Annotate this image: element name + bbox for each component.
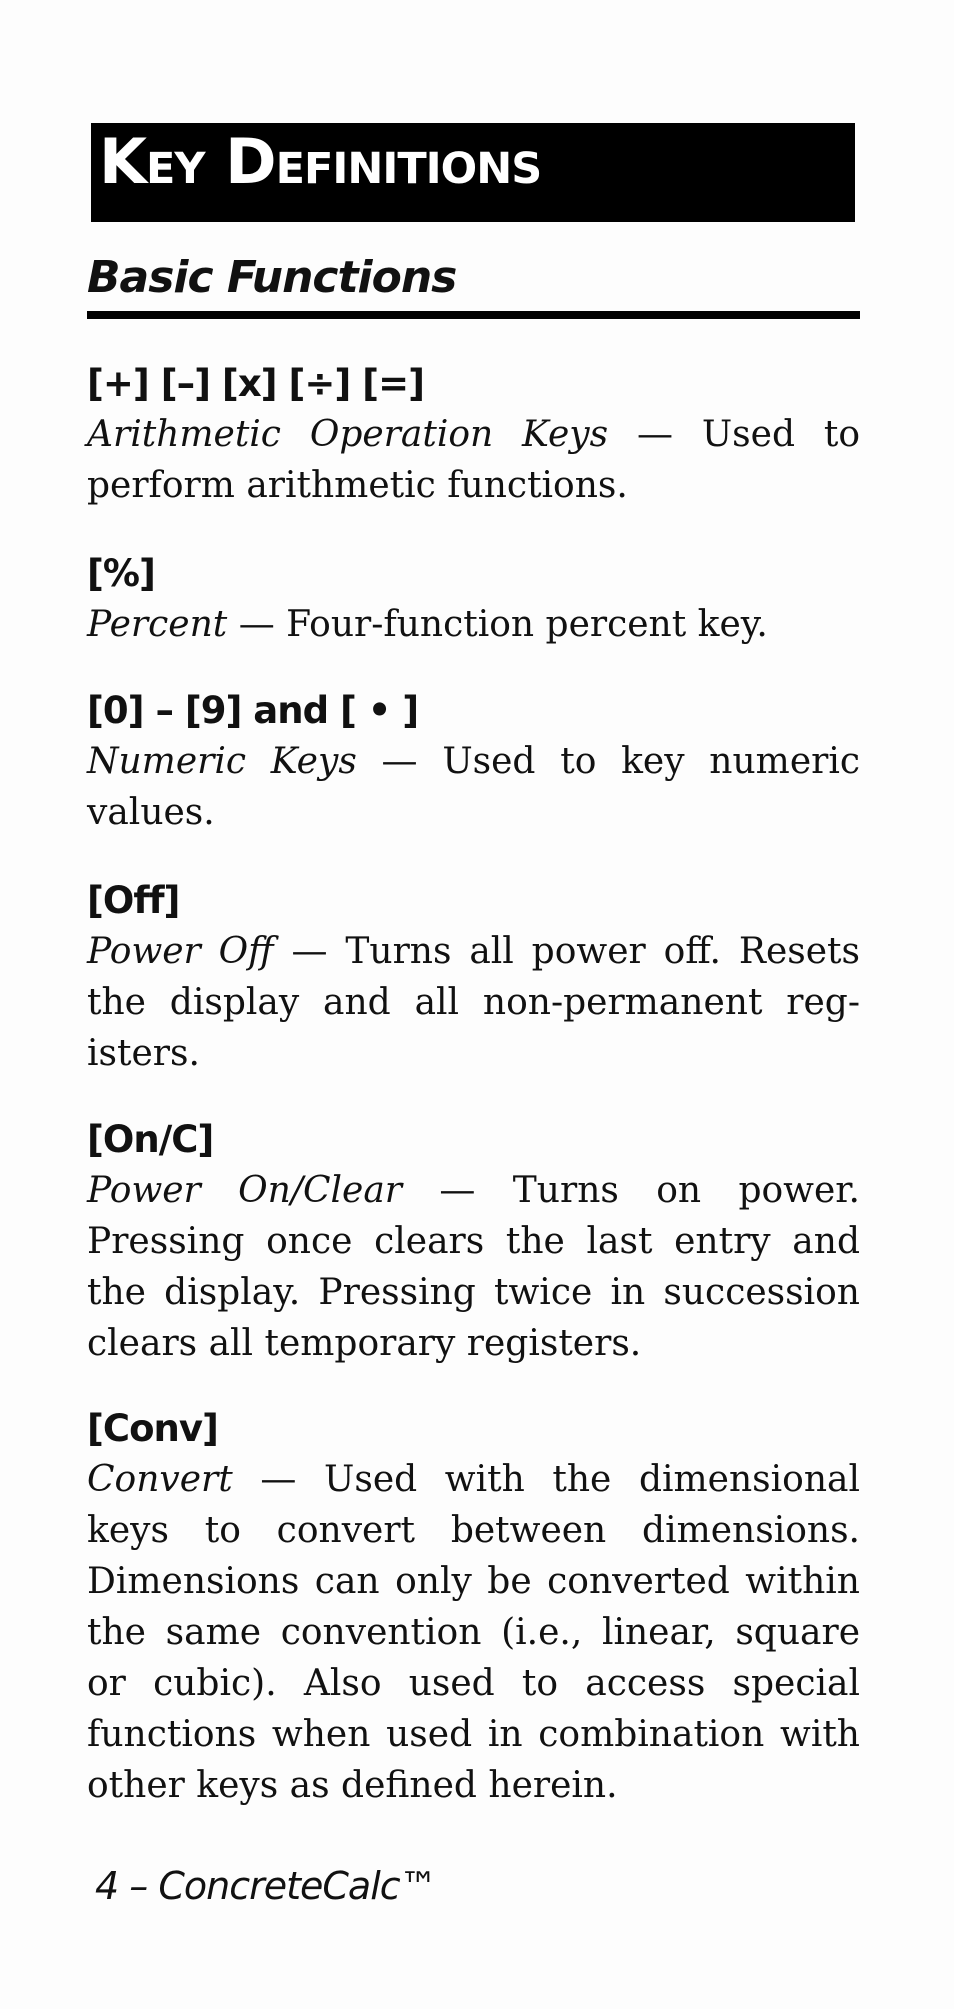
key-text: Used to perform arithmetic functions. <box>87 414 861 506</box>
dash-separator: — <box>232 1459 324 1500</box>
entry-convert-key <box>87 1404 860 1811</box>
key-text: Turns on power. Pressing once clears the last entry and the display. Pressing twice in succession clears all temporary registers. <box>87 1170 860 1364</box>
key-label: [0] – [9] and [ • ] <box>87 689 419 732</box>
key-term: Arithmetic Operation Keys <box>87 414 609 455</box>
entry-arithmetic-keys <box>87 359 860 511</box>
key-term: Power On/Clear <box>87 1170 403 1211</box>
dash-separator: — <box>356 741 443 782</box>
entry-numeric-keys <box>87 686 860 838</box>
entry-percent-key <box>87 549 860 650</box>
key-text: Four-function percent key. <box>286 604 768 645</box>
entry-off-key <box>87 876 860 1079</box>
key-description <box>87 736 860 838</box>
key-description <box>87 1454 860 1811</box>
key-text: Turns all power off. Resets the display and all non-permanent registers. <box>87 931 860 1074</box>
key-label: [Conv] <box>87 1407 218 1450</box>
key-term: Power Off <box>87 931 274 972</box>
key-description <box>87 1165 860 1369</box>
title-bar <box>91 123 855 222</box>
key-label: [+] [–] [x] [÷] [=] <box>87 362 424 405</box>
key-description <box>87 599 860 650</box>
key-label: [%] <box>87 552 155 595</box>
key-term: Percent <box>87 604 228 645</box>
key-term: Convert <box>87 1459 233 1500</box>
dash-separator: — <box>402 1170 513 1211</box>
dash-separator: — <box>608 414 702 455</box>
section-rule <box>87 311 860 319</box>
key-description <box>87 926 860 1079</box>
key-text: Used with the dimensional keys to convert between dimensions. Dimensions can only be converted within the same convention (i.e., linear, square or cubic). Also used to access special functions when used in combination with other keys as defined herein. <box>87 1459 860 1806</box>
section-heading: Basic Functions <box>87 252 457 303</box>
dash-separator: — <box>227 604 287 645</box>
key-description <box>87 409 860 511</box>
key-label: [Off] <box>87 879 180 922</box>
entry-on-clear-key <box>87 1115 860 1369</box>
key-text: Used to key numeric values. <box>87 741 861 833</box>
key-term: Numeric Keys <box>87 741 357 782</box>
page-footer: 4 – ConcreteCalc™ <box>95 1864 437 1908</box>
key-label: [On/C] <box>87 1118 214 1161</box>
dash-separator: — <box>273 931 346 972</box>
page-title: Key Definitions <box>99 125 542 198</box>
